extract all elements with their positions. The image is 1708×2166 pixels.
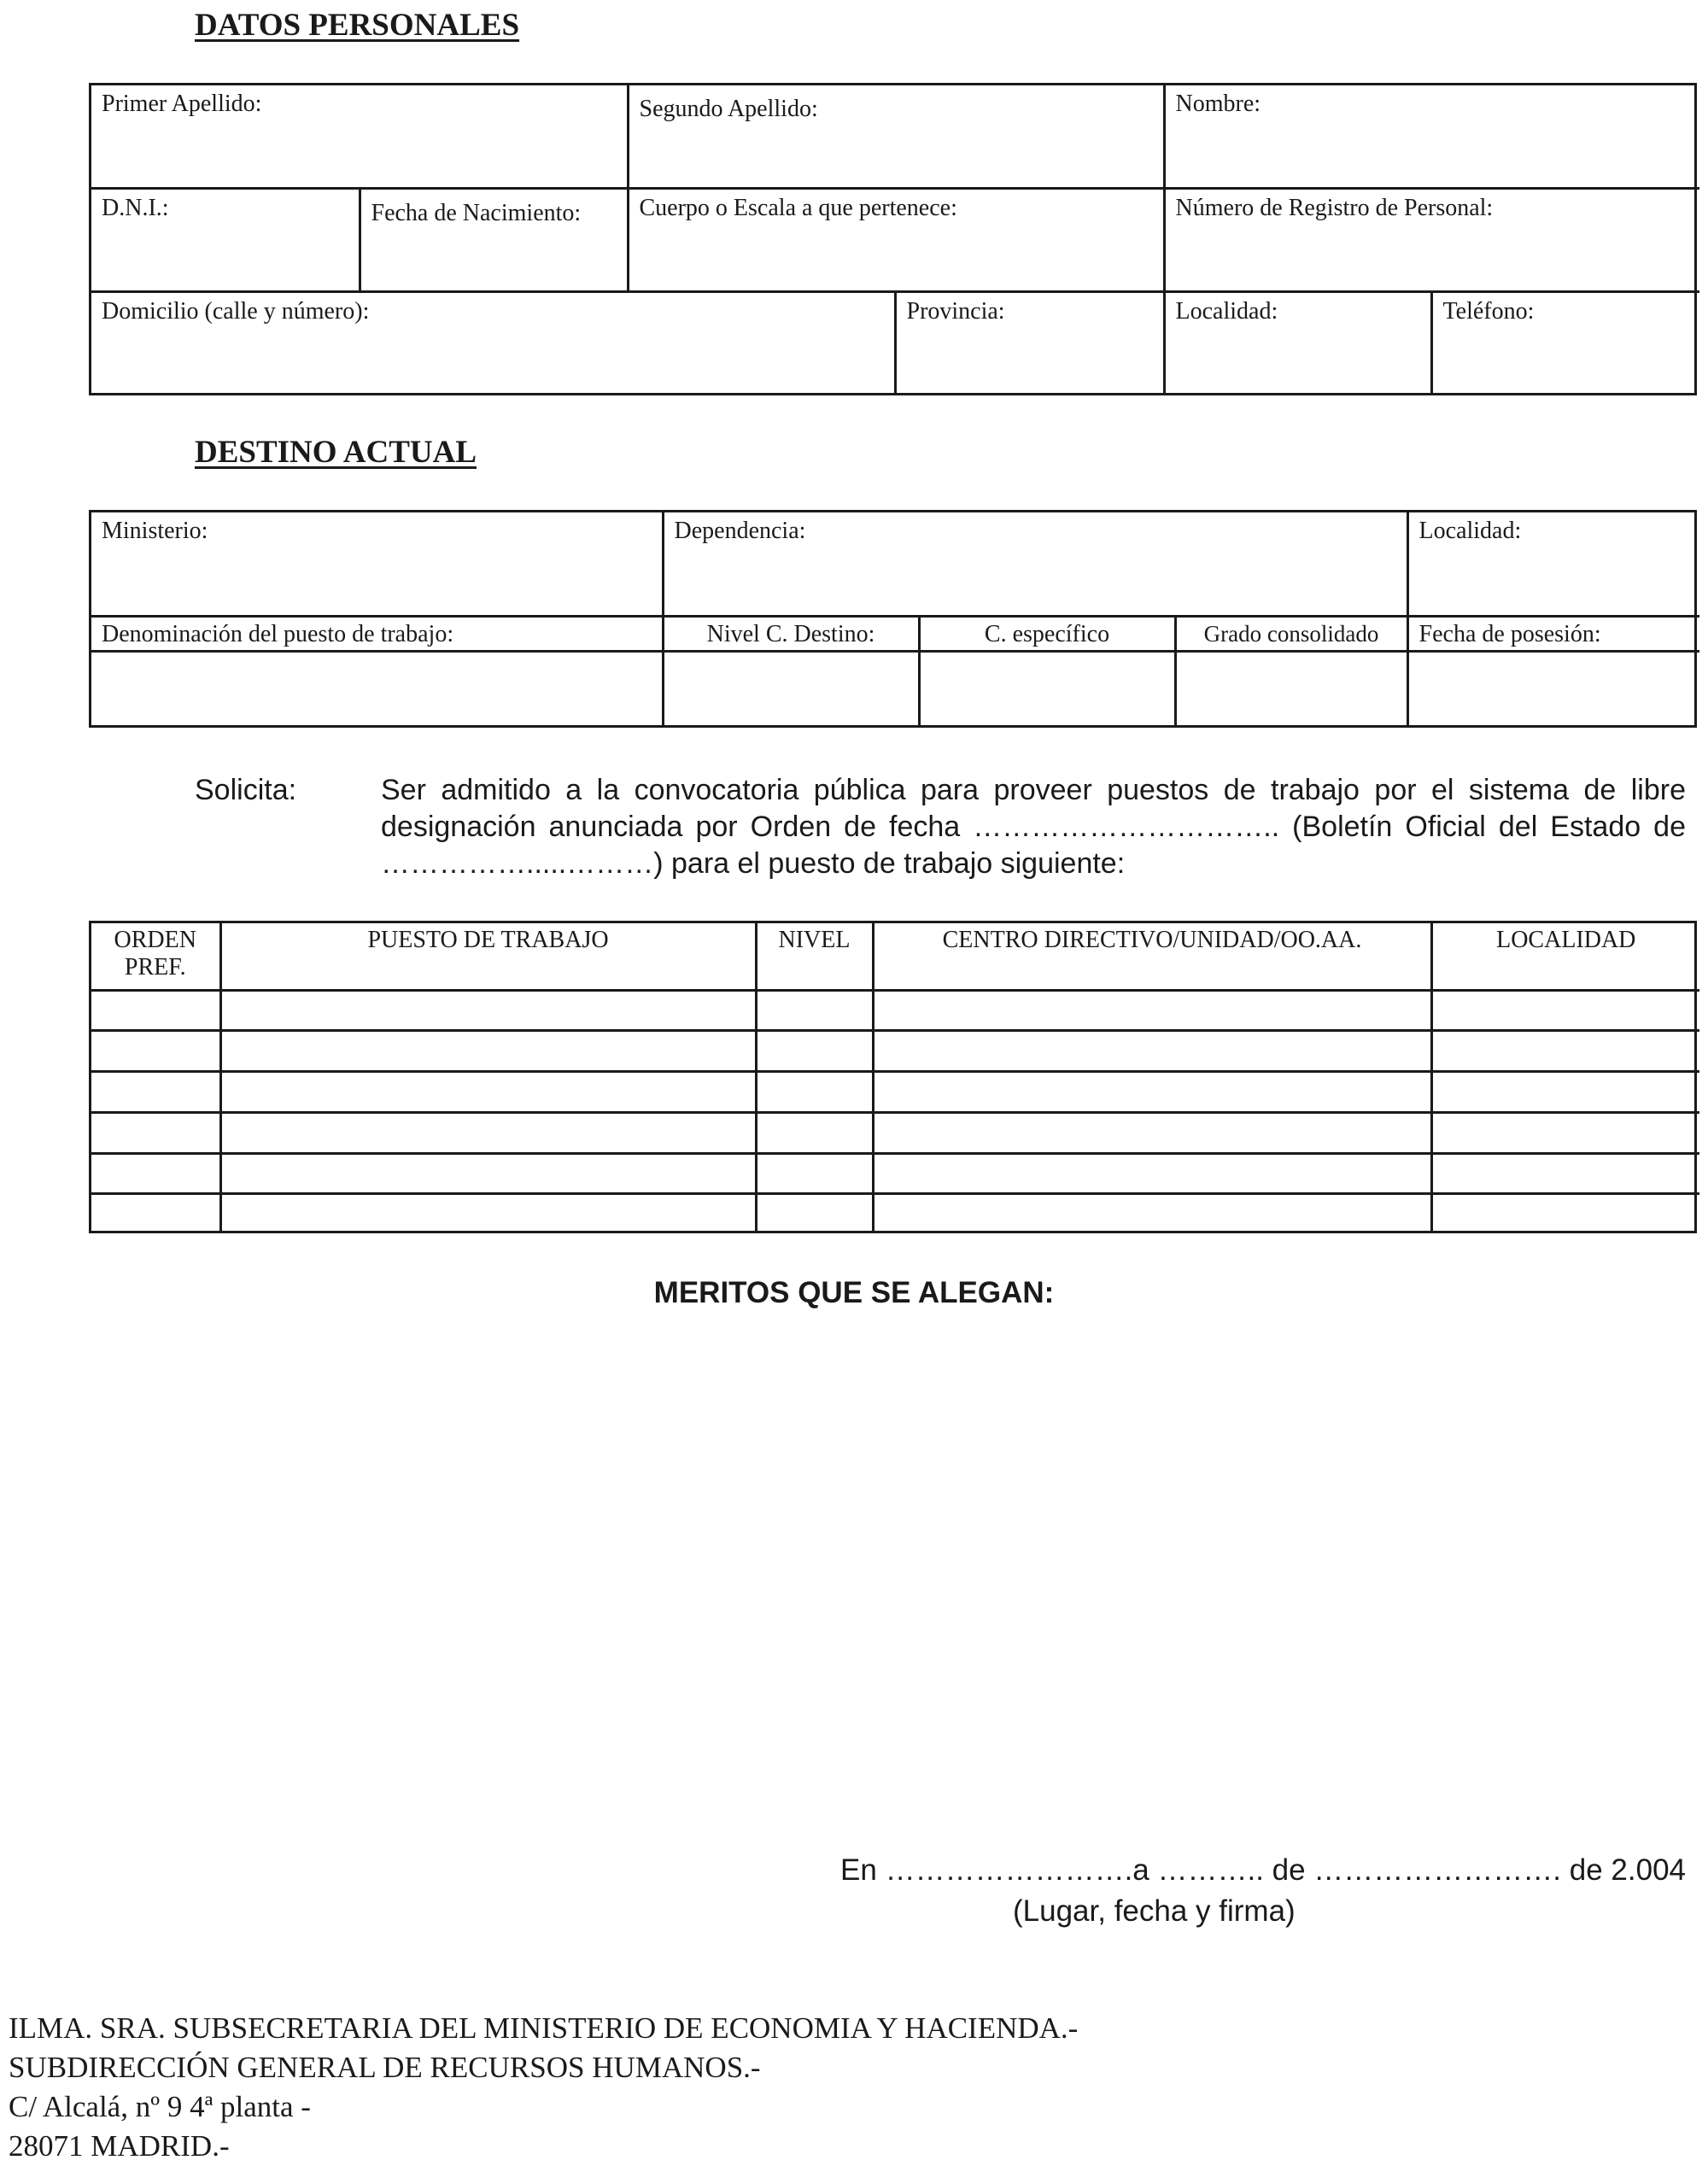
cell-nivel[interactable] <box>756 1072 873 1113</box>
field-localidad-destino[interactable] <box>1407 512 1699 616</box>
field-fecha-nacimiento[interactable] <box>360 188 628 291</box>
label-ministerio: Ministerio: <box>102 518 208 544</box>
cell-localidad[interactable] <box>1431 1031 1699 1072</box>
puestos-table <box>89 921 1697 1233</box>
input-nivel-destino[interactable] <box>663 651 919 725</box>
cell-centro[interactable] <box>873 1031 1431 1072</box>
label-segundo-apellido: Segundo Apellido: <box>639 96 818 122</box>
input-grado-consolidado[interactable] <box>1175 651 1407 725</box>
firma-line: En …………………….a ……….. de ……………………. de 2.004 <box>840 1853 1686 1887</box>
destino-actual-table <box>89 510 1697 728</box>
field-cuerpo-escala[interactable] <box>628 188 1164 291</box>
cell-nivel[interactable] <box>756 1153 873 1194</box>
cell-centro[interactable] <box>873 990 1431 1031</box>
header-puesto-trabajo-label: PUESTO DE TRABAJO <box>367 927 609 953</box>
header-nivel-label: NIVEL <box>778 927 851 953</box>
label-nombre: Nombre: <box>1175 91 1261 117</box>
label-localidad: Localidad: <box>1175 297 1278 325</box>
label-fecha-nacimiento: Fecha de Nacimiento: <box>371 199 582 226</box>
label-domicilio: Domicilio (calle y número): <box>102 297 370 325</box>
cell-orden[interactable] <box>91 1112 220 1153</box>
header-centro-directivo-label: CENTRO DIRECTIVO/UNIDAD/OO.AA. <box>942 927 1362 953</box>
table-row <box>91 1072 1699 1113</box>
field-primer-apellido[interactable] <box>91 85 628 188</box>
label-nivel-destino: Nivel C. Destino: <box>706 620 875 647</box>
addressee-block <box>9 2009 1078 2166</box>
label-dependencia: Dependencia: <box>674 518 806 544</box>
cell-nivel[interactable] <box>756 990 873 1031</box>
cell-puesto[interactable] <box>220 1031 756 1072</box>
label-cell-especifico <box>919 616 1175 651</box>
label-registro-personal: Número de Registro de Personal: <box>1175 194 1494 221</box>
addressee-line: SUBDIRECCIÓN GENERAL DE RECURSOS HUMANOS.- <box>9 2051 761 2084</box>
cell-puesto[interactable] <box>220 1112 756 1153</box>
field-localidad[interactable] <box>1164 291 1431 393</box>
field-nombre[interactable] <box>1164 85 1699 188</box>
label-fecha-posesion: Fecha de posesión: <box>1418 620 1601 647</box>
cell-puesto[interactable] <box>220 1194 756 1231</box>
cell-centro[interactable] <box>873 1153 1431 1194</box>
table-row <box>91 1194 1699 1231</box>
label-cell-fecha-posesion <box>1407 616 1699 651</box>
table-row <box>91 990 1699 1031</box>
table-row <box>91 1153 1699 1194</box>
label-primer-apellido: Primer Apellido: <box>102 91 262 117</box>
cell-nivel[interactable] <box>756 1112 873 1153</box>
cell-orden[interactable] <box>91 1031 220 1072</box>
label-grado-consolidado: Grado consolidado <box>1203 620 1379 647</box>
cell-localidad[interactable] <box>1431 1153 1699 1194</box>
solicita-text: Ser admitido a la convocatoria pública para proveer puestos de trabajo por el sistema de libre designación anunciada por Orden de fecha ………………………….. (Boletín Oficial del Estado de …………….....………) para el puesto de trabajo siguiente: <box>381 774 1686 880</box>
cell-nivel[interactable] <box>756 1194 873 1231</box>
meritos-heading: MERITOS QUE SE ALEGAN: <box>653 1276 1055 1309</box>
label-cell-grado <box>1175 616 1407 651</box>
label-cuerpo-escala: Cuerpo o Escala a que pertenece: <box>639 194 957 221</box>
field-provincia[interactable] <box>895 291 1164 393</box>
field-dependencia[interactable] <box>663 512 1407 616</box>
addressee-line: ILMA. SRA. SUBSECRETARIA DEL MINISTERIO DE ECONOMIA Y HACIENDA.- <box>9 2011 1079 2045</box>
section-heading-datos-personales: DATOS PERSONALES <box>195 8 520 43</box>
header-orden-pref-label: ORDEN PREF. <box>114 927 196 981</box>
label-cell-denominacion <box>91 616 663 651</box>
header-centro-directivo <box>873 923 1431 990</box>
cell-puesto[interactable] <box>220 1153 756 1194</box>
header-puesto-trabajo <box>220 923 756 990</box>
input-c-especifico[interactable] <box>919 651 1175 725</box>
cell-localidad[interactable] <box>1431 990 1699 1031</box>
cell-orden[interactable] <box>91 990 220 1031</box>
input-denominacion[interactable] <box>91 651 663 725</box>
header-localidad-label: LOCALIDAD <box>1496 927 1636 953</box>
cell-centro[interactable] <box>873 1112 1431 1153</box>
addressee-line: C/ Alcalá, nº 9 4ª planta - <box>9 2090 311 2123</box>
cell-centro[interactable] <box>873 1194 1431 1231</box>
field-registro-personal[interactable] <box>1164 188 1699 291</box>
cell-orden[interactable] <box>91 1072 220 1113</box>
cell-puesto[interactable] <box>220 990 756 1031</box>
cell-localidad[interactable] <box>1431 1112 1699 1153</box>
cell-orden[interactable] <box>91 1194 220 1231</box>
cell-centro[interactable] <box>873 1072 1431 1113</box>
label-localidad-destino: Localidad: <box>1418 518 1522 544</box>
meritos-area[interactable] <box>89 1332 1697 1811</box>
cell-localidad[interactable] <box>1431 1072 1699 1113</box>
table-row <box>91 1031 1699 1072</box>
cell-orden[interactable] <box>91 1153 220 1194</box>
field-ministerio[interactable] <box>91 512 663 616</box>
field-domicilio[interactable] <box>91 291 895 393</box>
label-provincia: Provincia: <box>906 297 1005 325</box>
field-segundo-apellido[interactable] <box>628 85 1164 188</box>
solicita-label: Solicita: <box>195 774 297 806</box>
addressee-line: 28071 MADRID.- <box>9 2129 230 2163</box>
firma-note: (Lugar, fecha y firma) <box>1013 1894 1296 1928</box>
datos-personales-table <box>89 83 1697 395</box>
cell-puesto[interactable] <box>220 1072 756 1113</box>
input-fecha-posesion[interactable] <box>1407 651 1699 725</box>
label-telefono: Teléfono: <box>1442 297 1535 325</box>
label-dni: D.N.I.: <box>102 194 169 221</box>
table-row <box>91 1112 1699 1153</box>
header-localidad <box>1431 923 1699 990</box>
label-c-especifico: C. específico <box>984 620 1110 647</box>
field-dni[interactable] <box>91 188 360 291</box>
cell-localidad[interactable] <box>1431 1194 1699 1231</box>
cell-nivel[interactable] <box>756 1031 873 1072</box>
header-orden-pref <box>91 923 220 990</box>
label-cell-nivel <box>663 616 919 651</box>
field-telefono[interactable] <box>1431 291 1699 393</box>
header-nivel <box>756 923 873 990</box>
label-denominacion: Denominación del puesto de trabajo: <box>102 620 454 647</box>
section-heading-destino-actual: DESTINO ACTUAL <box>195 435 477 470</box>
